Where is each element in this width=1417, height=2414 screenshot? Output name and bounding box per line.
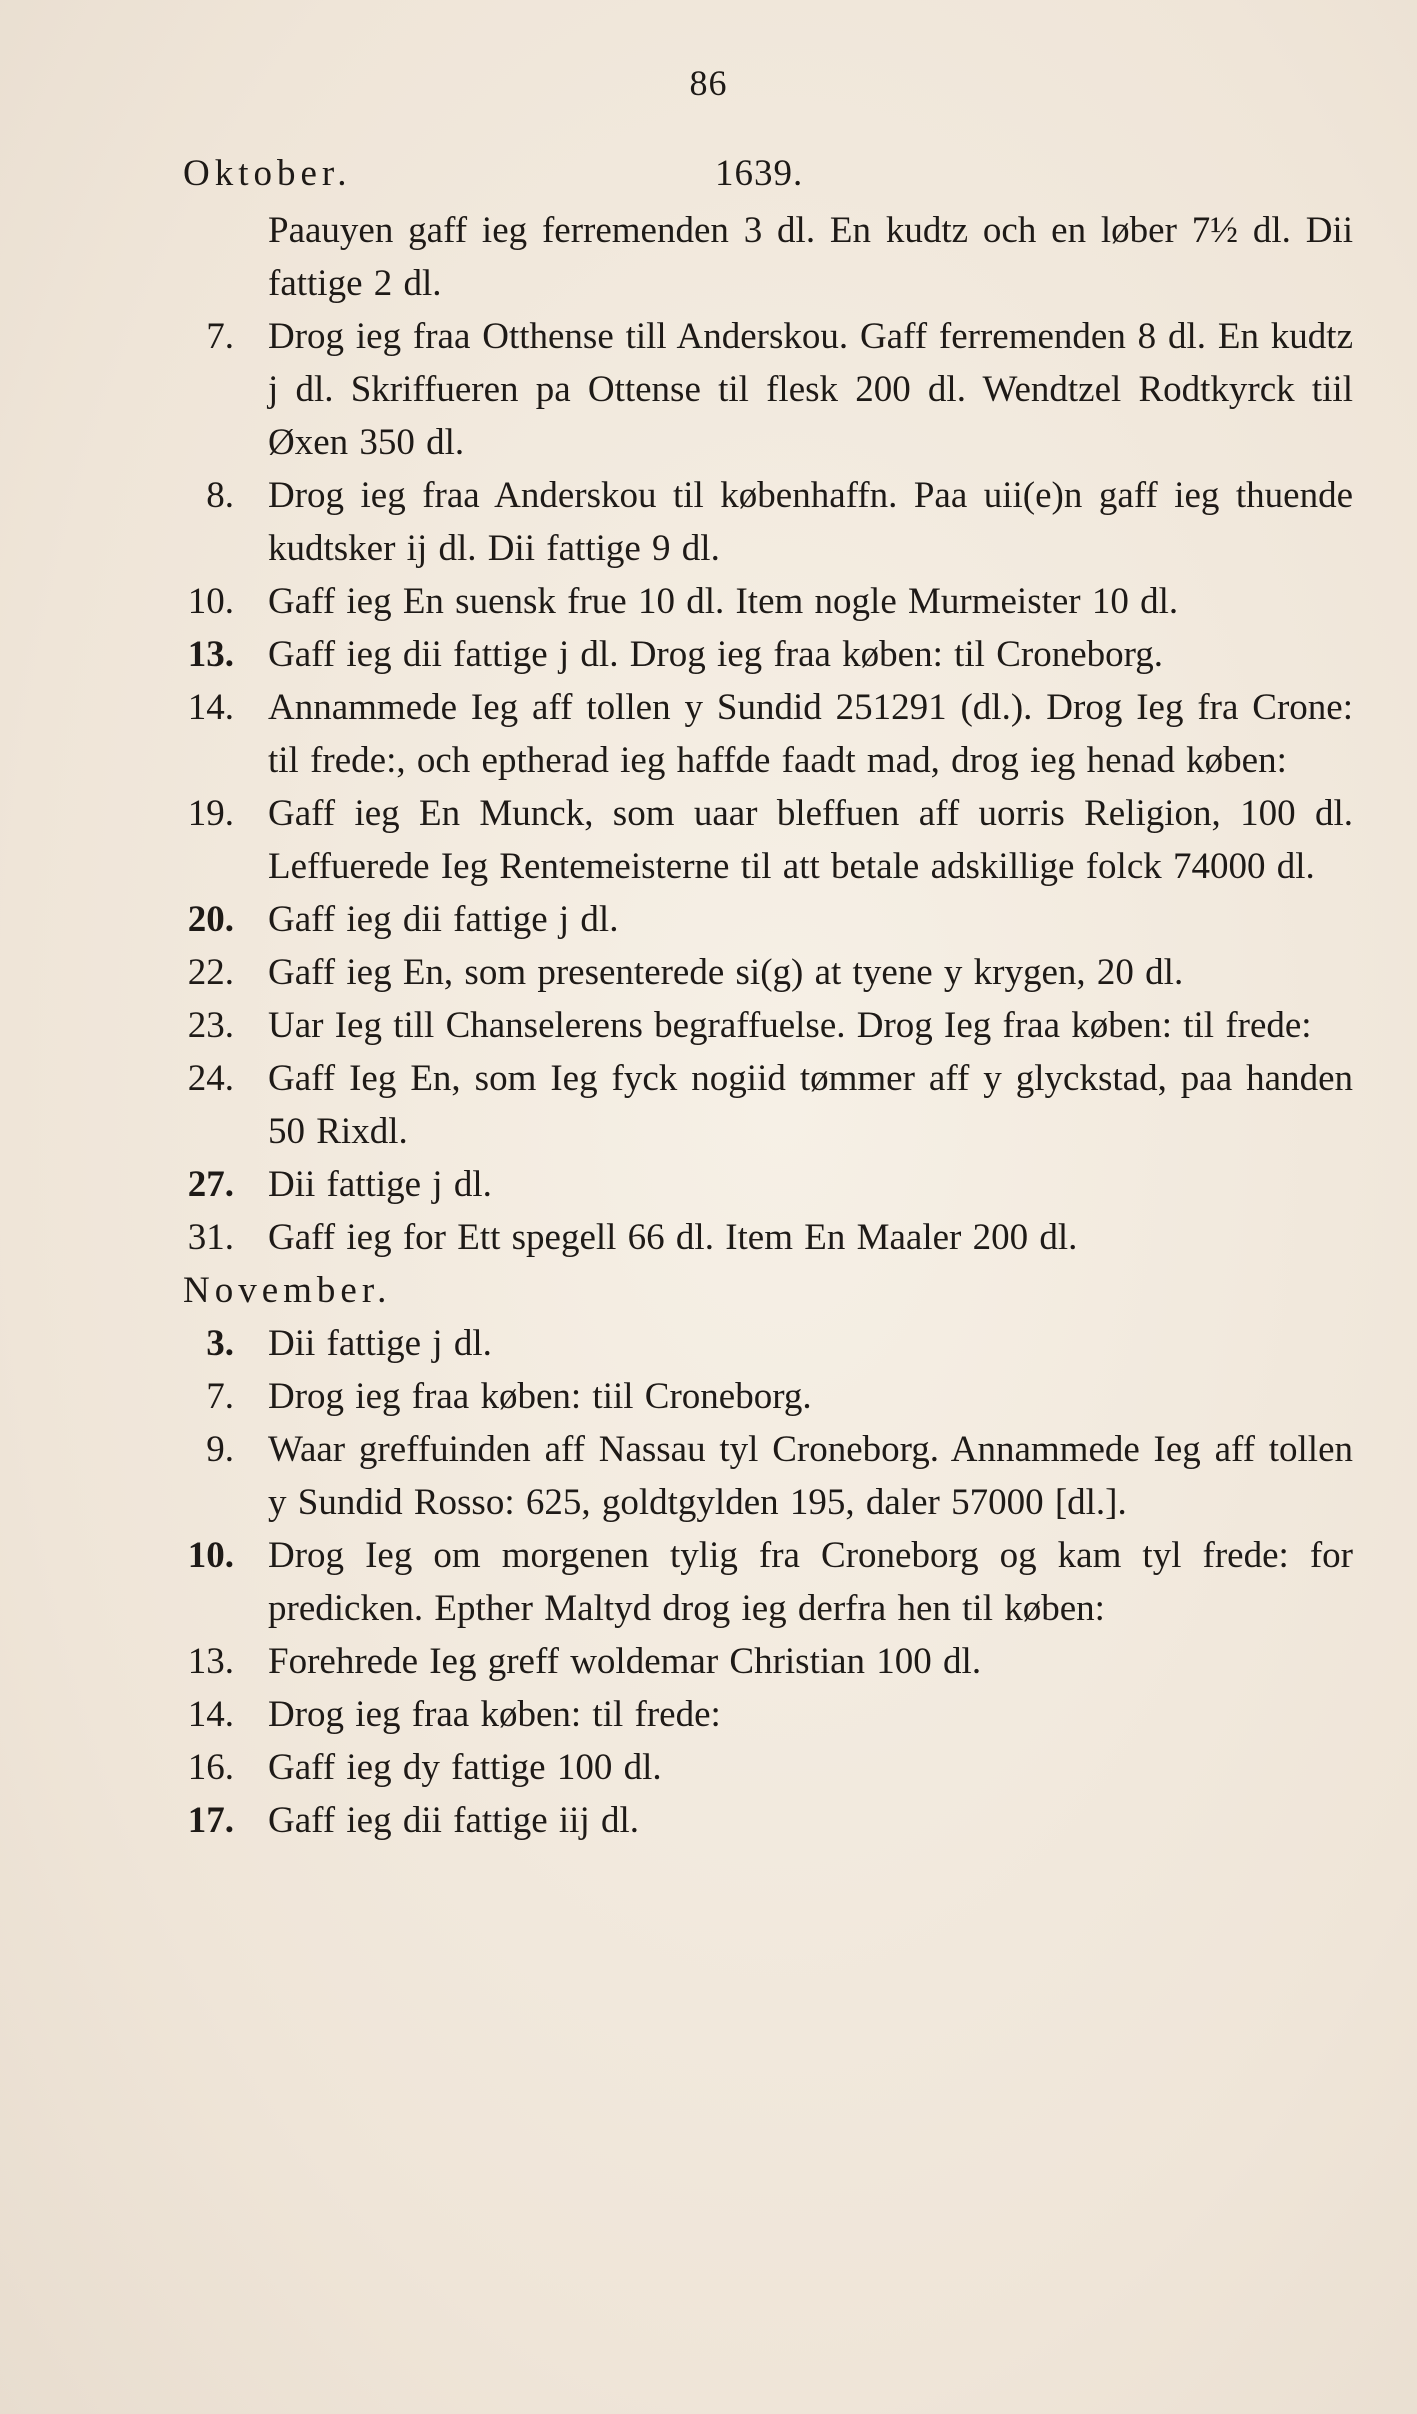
entry-text: Gaff ieg for Ett spegell 66 dl. Item En Maaler 200 dl. — [268, 1217, 1078, 1258]
entry-day: 7. — [206, 1376, 234, 1417]
diary-entry — [0, 310, 1417, 469]
entry-text: Dii fattige j dl. — [268, 1164, 492, 1205]
month-heading-row — [0, 1264, 1417, 1317]
entry-text: Gaff ieg En, som presenterede si(g) at tyene y krygen, 20 dl. — [268, 952, 1184, 993]
diary-entry — [0, 204, 1417, 310]
diary-entry — [0, 1529, 1417, 1635]
entry-day: 10. — [187, 1535, 234, 1576]
entry-text: Gaff ieg dy fattige 100 dl. — [268, 1747, 662, 1788]
year-heading: 1639. — [715, 153, 804, 194]
entry-text: Uar Ieg till Chanselerens begraffuelse. Drog Ieg fraa køben: til frede: — [268, 1005, 1312, 1046]
entry-day: 31. — [187, 1217, 234, 1258]
diary-entry — [0, 1317, 1417, 1370]
entry-text: Gaff ieg En suensk frue 10 dl. Item nogle Murmeister 10 dl. — [268, 581, 1179, 622]
diary-entry — [0, 1741, 1417, 1794]
entry-text: Drog ieg fraa køben: tiil Croneborg. — [268, 1376, 812, 1417]
diary-entry — [0, 1211, 1417, 1264]
entry-text: Gaff ieg dii fattige j dl. — [268, 899, 619, 940]
entry-day: 14. — [187, 1694, 234, 1735]
diary-entry — [0, 575, 1417, 628]
entry-day: 23. — [187, 1005, 234, 1046]
diary-entry — [0, 469, 1417, 575]
entry-day: 10. — [187, 581, 234, 622]
diary-entry — [0, 787, 1417, 893]
page-number: 86 — [689, 63, 728, 103]
entry-text: Gaff ieg En Munck, som uaar bleffuen aff uorris Religion, 100 dl. Leffuerede Ieg Rentemeisterne til att betale adskillige folck 74000 dl. — [268, 793, 1353, 887]
entry-day: 3. — [206, 1323, 234, 1364]
entry-text: Drog ieg fraa Otthense till Anderskou. Gaff ferremenden 8 dl. En kudtz j dl. Skriffueren pa Ottense til flesk 200 dl. Wendtzel Rodtkyrck tiil Øxen 350 dl. — [268, 316, 1353, 463]
diary-entry — [0, 1423, 1417, 1529]
entry-text: Gaff ieg dii fattige j dl. Drog ieg fraa køben: til Croneborg. — [268, 634, 1164, 675]
entry-day: 17. — [187, 1800, 234, 1841]
entry-text: Forehrede Ieg greff woldemar Christian 100 dl. — [268, 1641, 982, 1682]
entry-text: Annammede Ieg aff tollen y Sundid 251291 (dl.). Drog Ieg fra Crone: til frede:, och eptherad ieg haffde faadt mad, drog ieg henad køben: — [268, 687, 1353, 781]
entry-day: 19. — [187, 793, 234, 834]
month-heading: November. — [183, 1270, 392, 1311]
diary-entry — [0, 628, 1417, 681]
entry-day: 8. — [206, 475, 234, 516]
entry-day: 14. — [187, 687, 234, 728]
entry-text: Drog ieg fraa køben: til frede: — [268, 1694, 721, 1735]
diary-entry — [0, 1688, 1417, 1741]
entry-text: Drog ieg fraa Anderskou til københaffn. Paa uii(e)n gaff ieg thuende kudtsker ij dl. Dii fattige 9 dl. — [268, 475, 1353, 569]
entry-text: Waar greffuinden aff Nassau tyl Croneborg. Annammede Ieg aff tollen y Sundid Rosso: 625, goldtgylden 195, daler 57000 [dl.]. — [268, 1429, 1353, 1523]
diary-entry — [0, 1052, 1417, 1158]
entry-day: 24. — [187, 1058, 234, 1099]
diary-entry — [0, 1794, 1417, 1847]
diary-entry — [0, 1635, 1417, 1688]
diary-entry — [0, 893, 1417, 946]
entry-day: 22. — [187, 952, 234, 993]
entry-day: 20. — [187, 899, 234, 940]
entry-day: 7. — [206, 316, 234, 357]
entry-day: 13. — [187, 1641, 234, 1682]
entry-day: 16. — [187, 1747, 234, 1788]
diary-entry — [0, 681, 1417, 787]
entry-day: 13. — [187, 634, 234, 675]
entry-text: Drog Ieg om morgenen tylig fra Croneborg og kam tyl frede: for predicken. Epther Maltyd drog ieg derfra hen til køben: — [268, 1535, 1353, 1629]
diary-entry — [0, 1370, 1417, 1423]
entry-day: 27. — [187, 1164, 234, 1205]
diary-entries — [0, 204, 1417, 1847]
entry-text: Gaff ieg dii fattige iij dl. — [268, 1800, 640, 1841]
entry-text: Gaff Ieg En, som Ieg fyck nogiid tømmer aff y glyckstad, paa handen 50 Rixdl. — [268, 1058, 1353, 1152]
month-heading: Oktober. — [183, 153, 352, 194]
entry-text: Dii fattige j dl. — [268, 1323, 492, 1364]
diary-entry — [0, 946, 1417, 999]
section-heading — [0, 152, 1417, 202]
entry-text: Paauyen gaff ieg ferremenden 3 dl. En kudtz och en løber 7½ dl. Dii fattige 2 dl. — [268, 210, 1353, 304]
diary-entry — [0, 999, 1417, 1052]
entry-day: 9. — [206, 1429, 234, 1470]
diary-entry — [0, 1158, 1417, 1211]
